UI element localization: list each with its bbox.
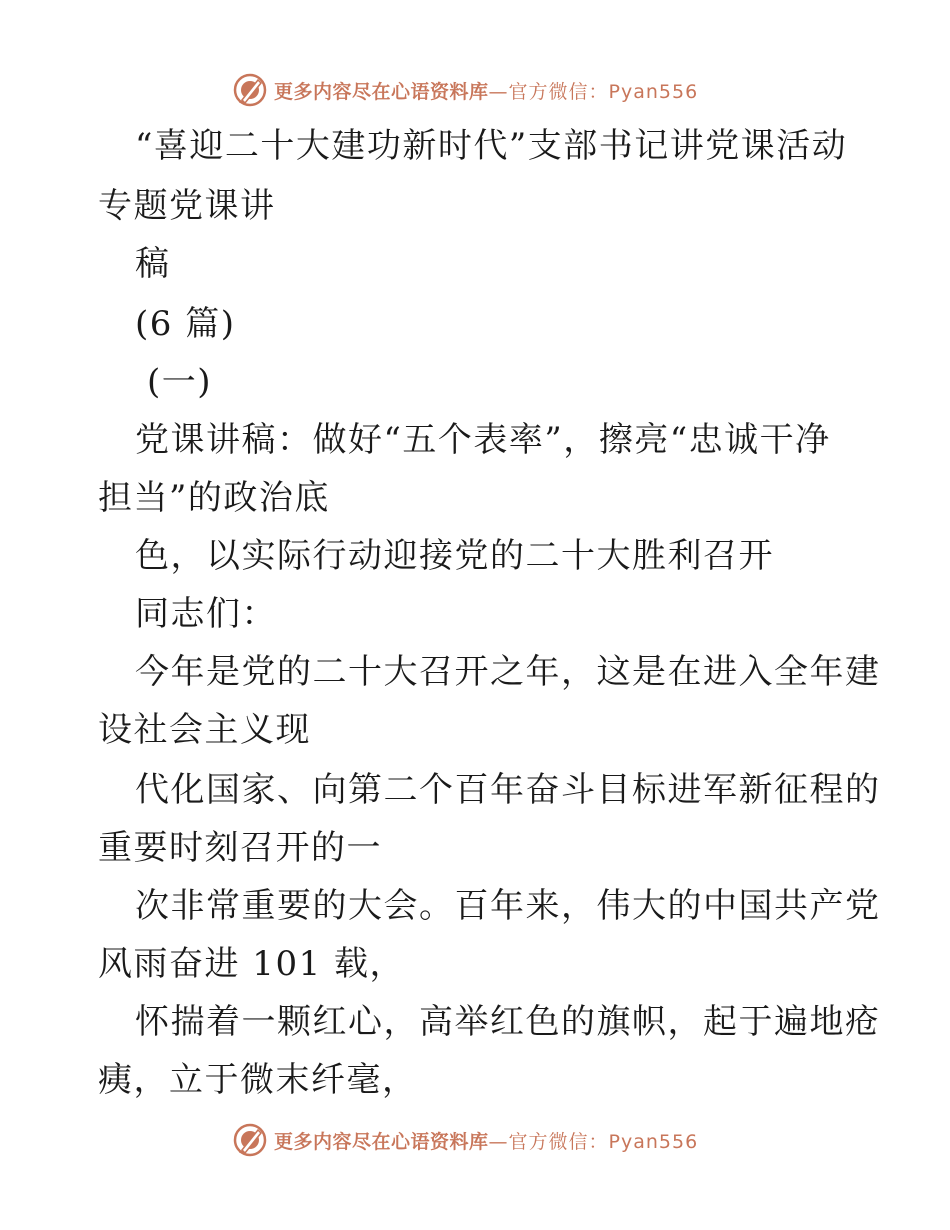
footer-watermark [232, 1122, 698, 1158]
pen-logo-icon [232, 72, 268, 108]
header-watermark-wechat: —官方微信：Pyan556 [488, 80, 699, 103]
footer-watermark-text: 更多内容尽在心语资料库 [274, 1130, 489, 1153]
body-line-4: 重要时刻召开的一 [98, 828, 382, 868]
body-line-7: 怀揣着一颗红心，高举红色的旗帜，起于遍地疮 [135, 1002, 881, 1042]
title-line-3: 稿 [135, 244, 171, 284]
header-watermark-text: 更多内容尽在心语资料库 [274, 80, 489, 103]
subtitle-line-3: 色，以实际行动迎接党的二十大胜利召开 [135, 536, 774, 576]
title-line-2: 专题党课讲 [98, 186, 276, 226]
section-number: (一) [147, 362, 213, 402]
body-line-2: 设社会主义现 [98, 710, 311, 750]
subtitle-line-2: 担当”的政治底 [98, 478, 330, 518]
body-line-3: 代化国家、向第二个百年奋斗目标进军新征程的 [135, 770, 881, 810]
salutation: 同志们： [135, 594, 277, 634]
pen-logo-icon [232, 1122, 268, 1158]
header-watermark [232, 72, 698, 108]
footer-watermark-wechat: —官方微信：Pyan556 [488, 1130, 699, 1153]
body-line-6: 风雨奋进 101 载， [98, 944, 406, 984]
body-line-1: 今年是党的二十大召开之年，这是在进入全年建 [135, 652, 881, 692]
subtitle-line-1: 党课讲稿：做好“五个表率”，擦亮“忠诚干净 [135, 420, 831, 460]
body-line-8: 痍，立于微末纤毫， [98, 1060, 418, 1100]
body-line-5: 次非常重要的大会。百年来，伟大的中国共产党 [135, 886, 881, 926]
title-count: (6 篇) [135, 304, 236, 344]
title-line-1: “喜迎二十大建功新时代”支部书记讲党课活动 [135, 126, 848, 166]
